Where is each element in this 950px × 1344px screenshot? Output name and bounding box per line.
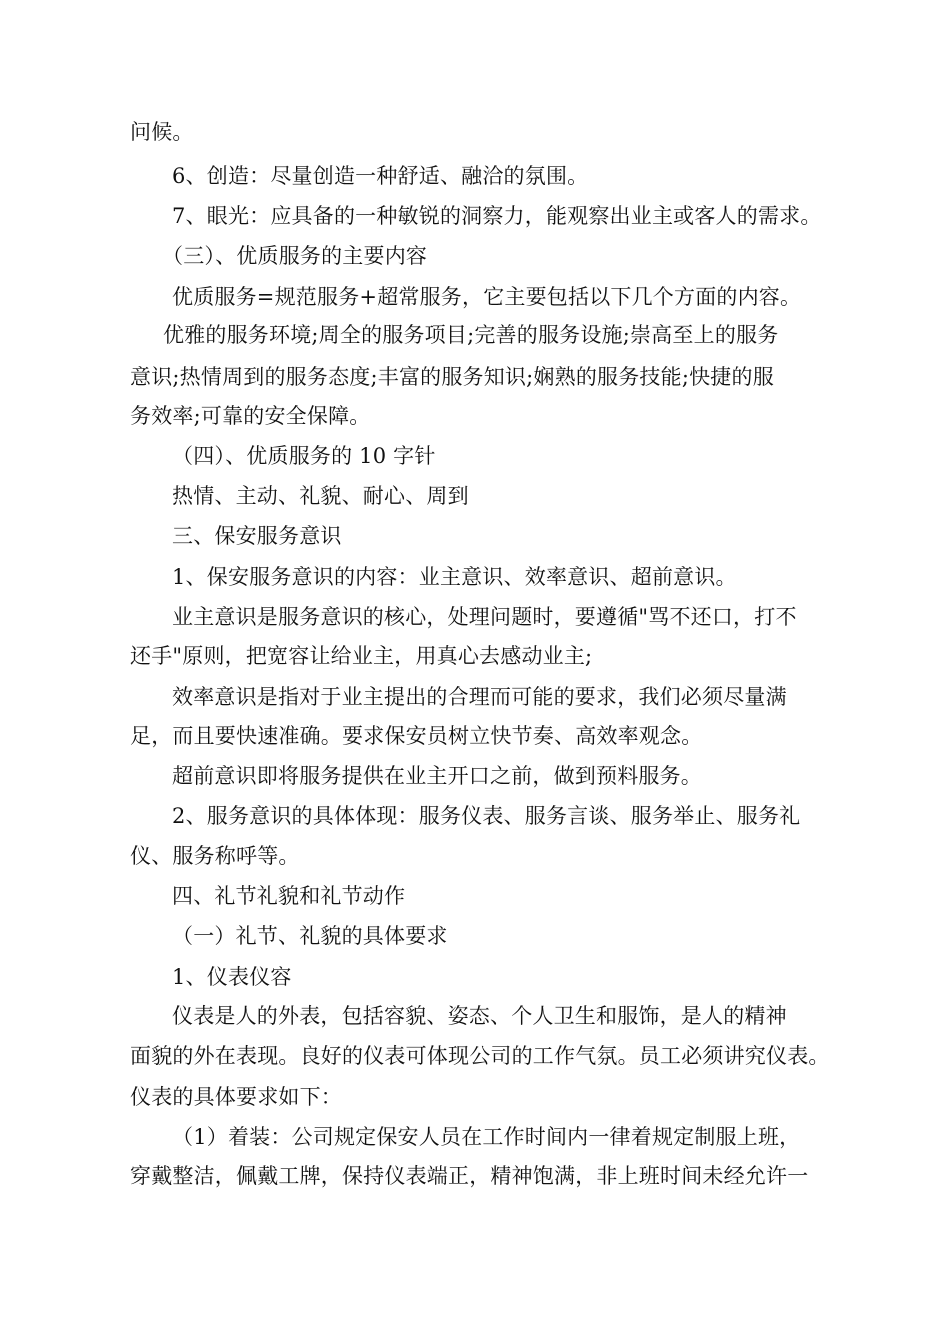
text-line: 热情、主动、礼貌、耐心、周到	[172, 484, 469, 508]
section-heading: 三、保安服务意识	[172, 524, 342, 548]
text-line: （1）着装：公司规定保安人员在工作时间内一律着规定制服上班，	[172, 1125, 801, 1149]
section-heading: 四、礼节礼貌和礼节动作	[172, 884, 406, 908]
text-line: 1、保安服务意识的内容：业主意识、效率意识、超前意识。	[172, 565, 737, 589]
text-line: 还手"原则，把宽容让给业主，用真心去感动业主;	[130, 644, 593, 668]
text-line: 业主意识是服务意识的核心，处理问题时，要遵循"骂不还口，打不	[172, 605, 797, 629]
section-heading: （四）、优质服务的 10 字针	[172, 444, 436, 468]
text-line: 穿戴整洁，佩戴工牌，保持仪表端正，精神饱满，非上班时间未经允许一	[130, 1164, 809, 1188]
text-line: 意识;热情周到的服务态度;丰富的服务知识;娴熟的服务技能;快捷的服	[130, 365, 774, 389]
section-heading: （三）、优质服务的主要内容	[162, 244, 428, 268]
section-heading: 1、仪表仪容	[172, 965, 292, 989]
text-line: 优质服务=规范服务+超常服务，它主要包括以下几个方面的内容。	[172, 285, 802, 309]
text-line: 足，而且要快速准确。要求保安员树立快节奏、高效率观念。	[130, 724, 703, 748]
text-line: 6、创造：尽量创造一种舒适、融洽的氛围。	[172, 164, 589, 188]
text-line: 优雅的服务环境;周全的服务项目;完善的服务设施;崇高至上的服务	[163, 323, 779, 347]
text-line: 仪表的具体要求如下：	[130, 1085, 342, 1109]
text-line: 务效率;可靠的安全保障。	[130, 404, 371, 428]
text-line: 面貌的外在表现。良好的仪表可体现公司的工作气氛。员工必须讲究仪表。	[130, 1044, 830, 1068]
section-heading: （一）礼节、礼貌的具体要求	[172, 924, 448, 948]
text-line: 仪、服务称呼等。	[130, 844, 300, 868]
text-line: 问候。	[130, 120, 194, 144]
text-line: 7、眼光：应具备的一种敏锐的洞察力，能观察出业主或客人的需求。	[172, 204, 822, 228]
text-line: 2、服务意识的具体体现：服务仪表、服务言谈、服务举止、服务礼	[172, 804, 801, 828]
text-line: 效率意识是指对于业主提出的合理而可能的要求，我们必须尽量满	[172, 685, 787, 709]
text-line: 仪表是人的外表，包括容貌、姿态、个人卫生和服饰，是人的精神	[172, 1004, 787, 1028]
text-line: 超前意识即将服务提供在业主开口之前，做到预料服务。	[172, 764, 702, 788]
